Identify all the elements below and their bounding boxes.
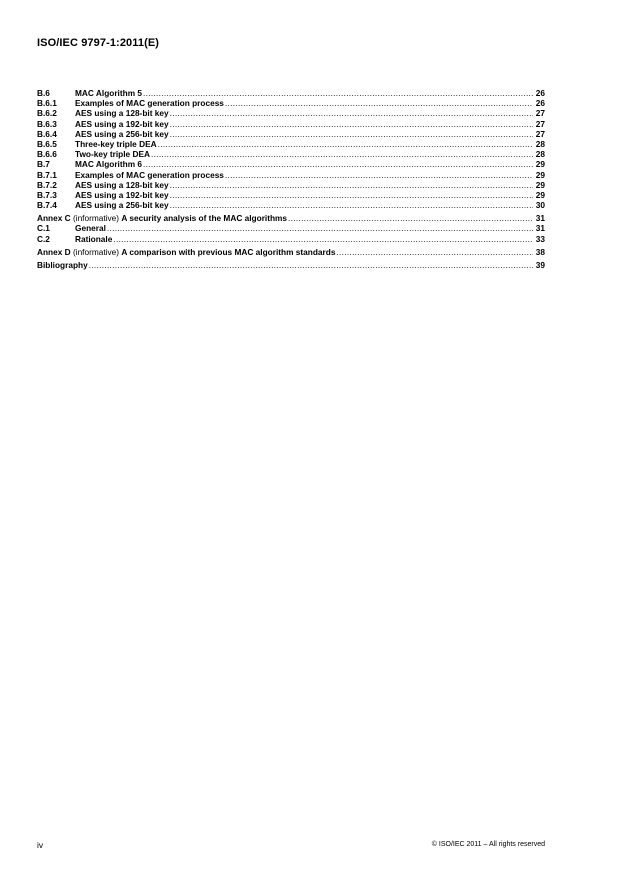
toc-leader-dots: [107, 223, 533, 233]
toc-entry-title: AES using a 256-bit key: [75, 200, 169, 211]
toc-entry[interactable]: [37, 170, 545, 180]
toc-entry-bibliography[interactable]: [37, 260, 545, 270]
toc-entry[interactable]: [37, 119, 545, 129]
toc-entry-title: AES using a 256-bit key: [75, 128, 169, 139]
copyright-notice: © ISO/IEC 2011 – All rights reserved: [431, 841, 545, 848]
toc-bibliography-title: Bibliography: [37, 260, 88, 270]
toc-entry[interactable]: [37, 149, 545, 159]
toc-annex-d-label: Annex D: [37, 246, 71, 257]
toc-leader-dots: [151, 149, 533, 159]
toc-leader-dots: [158, 139, 533, 149]
toc-entry-title: AES using a 192-bit key: [75, 189, 169, 200]
toc-entry-page: 27: [535, 108, 545, 119]
toc-entry-title: Rationale: [75, 233, 113, 244]
toc-leader-dots: [170, 180, 533, 190]
toc-leader-dots: [143, 159, 533, 169]
toc-entry-title: MAC Algorithm 6: [75, 159, 142, 170]
toc-entry[interactable]: [37, 159, 545, 169]
toc-entry-number: B.7: [37, 159, 50, 170]
toc-annex-d-title: A comparison with previous MAC algorithm standards: [121, 246, 336, 257]
toc-entry-title: AES using a 192-bit key: [75, 118, 169, 129]
toc-entry-number: C.2: [37, 233, 50, 244]
page-number: iv: [37, 840, 44, 850]
toc-entry[interactable]: [37, 139, 545, 149]
toc-annex-d-heading: [37, 247, 335, 257]
toc-leader-dots: [89, 260, 533, 270]
toc-entry[interactable]: [37, 180, 545, 190]
toc-entry-number: B.7.2: [37, 179, 57, 190]
toc-entry-annex-d[interactable]: [37, 247, 545, 257]
toc-entry-page: 29: [535, 159, 545, 170]
toc-entry-title: AES using a 128-bit key: [75, 108, 169, 119]
toc-entry-number: B.6.3: [37, 118, 57, 129]
toc-annex-c-label: Annex C: [37, 213, 71, 224]
toc-entry-page: 27: [535, 118, 545, 129]
toc-entry-page: 26: [535, 98, 545, 109]
toc-entry-title: Examples of MAC generation process: [75, 169, 224, 180]
toc-annex-c-title: A security analysis of the MAC algorithms: [121, 213, 288, 224]
toc-entry-page: 27: [535, 128, 545, 139]
toc-annex-d-qualifier: (informative): [70, 246, 122, 257]
toc-group-annex-b: [37, 88, 545, 210]
toc-entry-number: B.7.1: [37, 169, 57, 180]
toc-leader-dots: [288, 213, 533, 223]
toc-entry[interactable]: [37, 88, 545, 98]
toc-entry-page: 33: [535, 233, 545, 244]
toc-entry-number: B.6: [37, 88, 50, 98]
toc-entry-number: B.6.2: [37, 108, 57, 119]
toc-leader-dots: [336, 247, 533, 257]
toc-entry-page: 29: [535, 189, 545, 200]
toc-leader-dots: [143, 88, 533, 98]
toc-entry-page: 29: [535, 169, 545, 180]
toc-entry-number: B.7.4: [37, 200, 57, 211]
toc-entry-title: Examples of MAC generation process: [75, 98, 224, 109]
toc-entry-title: General: [75, 223, 106, 234]
toc-leader-dots: [170, 129, 533, 139]
document-header: ISO/IEC 9797-1:2011(E): [37, 37, 160, 49]
toc-entry[interactable]: [37, 234, 545, 244]
toc-entry-page: 31: [535, 223, 545, 234]
toc-entry-page: 29: [535, 179, 545, 190]
toc-leader-dots: [170, 190, 533, 200]
toc-entry-title: MAC Algorithm 5: [75, 88, 142, 98]
toc-entry-number: B.6.5: [37, 138, 57, 149]
toc-leader-dots: [113, 234, 533, 244]
toc-leader-dots: [225, 98, 533, 108]
toc-entry[interactable]: [37, 223, 545, 233]
toc-annex-d-page: 38: [535, 246, 545, 257]
toc-entry-number: B.6.1: [37, 98, 57, 109]
toc-entry-annex-c[interactable]: [37, 213, 545, 223]
toc-annex-c-page: 31: [535, 213, 545, 224]
toc-entry[interactable]: [37, 200, 545, 210]
table-of-contents: [37, 88, 545, 270]
toc-entry-number: B.6.4: [37, 128, 57, 139]
toc-entry[interactable]: [37, 190, 545, 200]
toc-annex-c-qualifier: (informative): [70, 213, 122, 224]
toc-leader-dots: [170, 119, 533, 129]
toc-entry-number: B.6.6: [37, 149, 57, 160]
toc-entry-page: 28: [535, 149, 545, 160]
toc-entry-number: C.1: [37, 223, 50, 234]
toc-entry-page: 26: [535, 88, 545, 98]
toc-leader-dots: [170, 108, 533, 118]
toc-entry-page: 30: [535, 200, 545, 211]
toc-annex-c-heading: [37, 213, 287, 223]
toc-entry-title: AES using a 128-bit key: [75, 179, 169, 190]
toc-entry[interactable]: [37, 98, 545, 108]
toc-entry-title: Three-key triple DEA: [75, 138, 157, 149]
toc-entry-title: Two-key triple DEA: [75, 149, 150, 160]
toc-entry[interactable]: [37, 129, 545, 139]
toc-entry-page: 28: [535, 138, 545, 149]
toc-leader-dots: [225, 170, 533, 180]
toc-entry[interactable]: [37, 108, 545, 118]
toc-group-annex-c: [37, 223, 545, 243]
toc-bibliography-page: 39: [535, 260, 545, 270]
toc-leader-dots: [170, 200, 533, 210]
toc-entry-number: B.7.3: [37, 189, 57, 200]
